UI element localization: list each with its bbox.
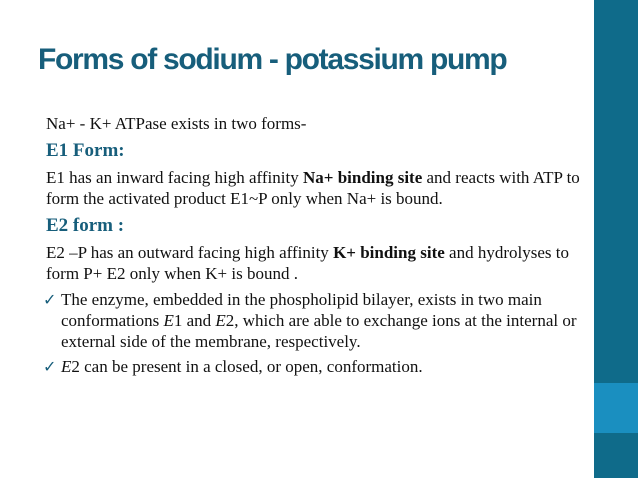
e1-heading: E1 Form: (46, 140, 125, 161)
bullet-1-italic-e1: E (163, 311, 174, 330)
checkmark-icon: ✓ (43, 290, 57, 309)
bullet-1-part-1: The enzyme, embedded in the phospholipid bilayer, exists in two main conformations (61, 290, 542, 330)
bullet-2-italic-e: E (61, 357, 72, 376)
slide-title: Forms of sodium - potassium pump (38, 43, 507, 76)
e1-bold-term: Na+ binding site (302, 168, 423, 187)
e1-text-2: and reacts with ATP to form the activated product E1~P only when Na+ is bound. (46, 168, 580, 208)
sidebar-accent-block (594, 383, 638, 433)
bullet-1-part-2: 1 and (173, 311, 216, 330)
checkmark-icon: ✓ (43, 357, 57, 376)
e2-text-1: E2 –P has an outward facing high affinity (46, 243, 334, 262)
bullet-2-part-2: 2 can be present in a closed, or open, conformation. (71, 357, 423, 376)
e1-paragraph (46, 167, 586, 209)
bullet-conformations (43, 289, 586, 352)
bullet-2-text (61, 356, 586, 377)
bullet-e2-states (43, 356, 586, 377)
intro-text: Na+ - K+ ATPase exists in two forms- (46, 114, 307, 133)
e2-bold-term: K+ binding site (333, 243, 445, 262)
bullet-1-text (61, 289, 586, 352)
e2-heading: E2 form : (46, 215, 125, 236)
e2-text-2: and hydrolyses to form P+ E2 only when K+ is bound . (46, 243, 569, 283)
slide-content (43, 113, 586, 381)
bullet-1-italic-e2: E (215, 311, 226, 330)
e1-text-1: E1 has an inward facing high affinity (46, 168, 303, 187)
bullet-1-part-3: 2, which are able to exchange ions at the internal or external side of the membrane, respectively. (61, 311, 577, 351)
e2-paragraph (46, 242, 586, 284)
